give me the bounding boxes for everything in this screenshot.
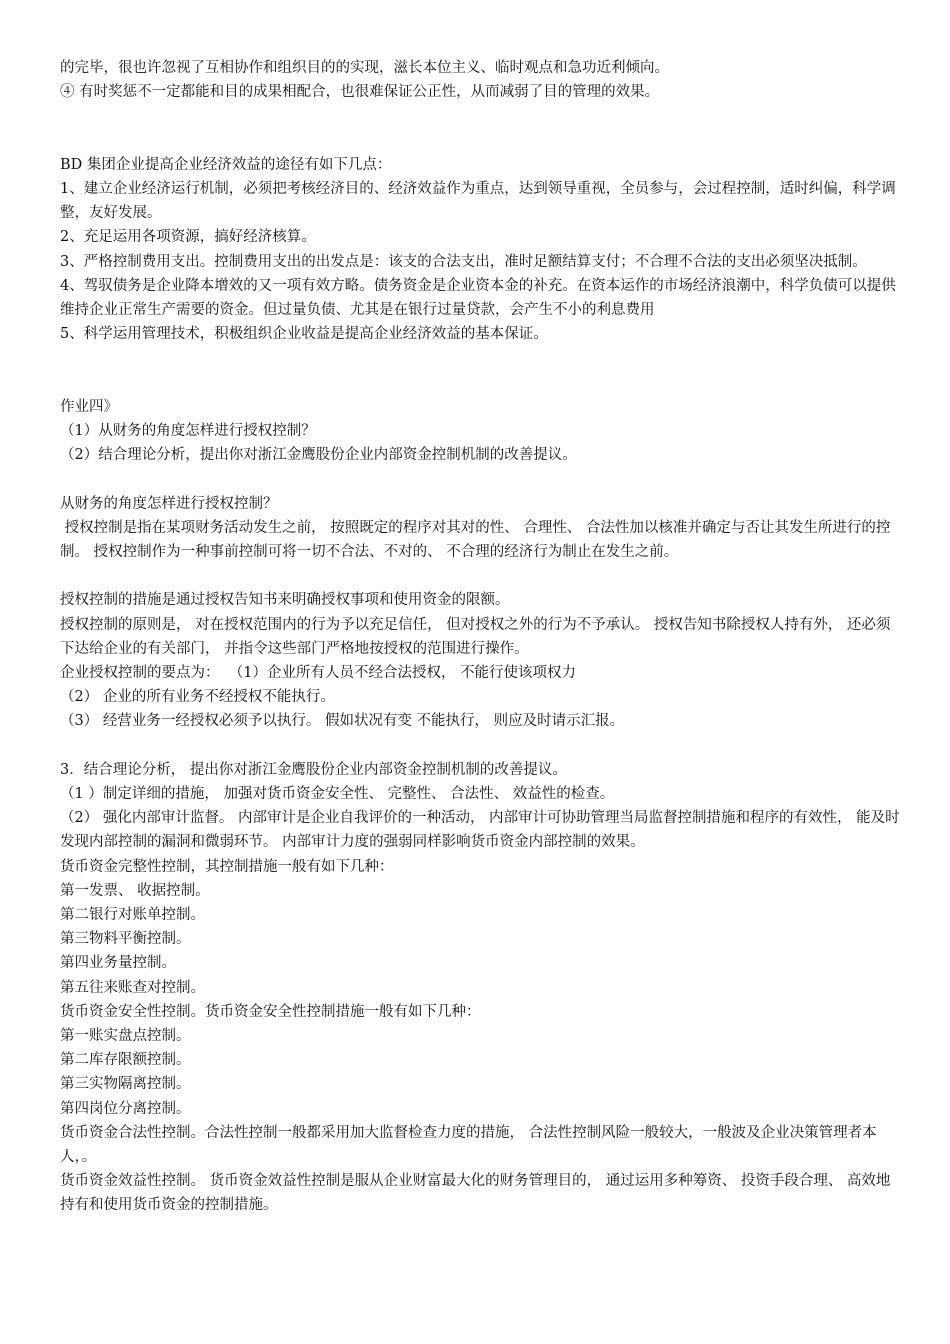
paragraph: 授权控制的原则是， 对在授权范围内的行为予以充足信任， 但对授权之外的行为不予承认。 授权告知书除授权人持有外， 还必须下达给企业的有关部门， 并指令这些部门严格地按授权的范围进行操作。 <box>60 616 891 657</box>
list-item: （3） 经营业务一经授权必须予以执行。 假如状况有变 不能执行， 则应及时请示汇报。 <box>60 713 625 730</box>
section-heading: 从财务的角度怎样进行授权控制？ <box>60 495 278 512</box>
list-item: 第一发票、 收据控制。 <box>60 882 210 899</box>
document-page <box>60 56 900 1218</box>
paragraph: 授权控制是指在某项财务活动发生之前， 按照既定的程序对其对的性、 合理性、 合法性加以核准并确定与否让其发生所进行的控制。 授权控制作为一种事前控制可将一切不合法、不对的、 不合理的经济行为制止在发生之前。 <box>60 519 891 561</box>
paragraph: 货币资金效益性控制。 货币资金效益性控制是服从企业财富最大化的财务管理目的， 通过运用多种筹资、 投资手段合理、 高效地持有和使用货币资金的控制措施。 <box>60 1173 891 1214</box>
section-heading: 3．结合理论分析， 提出你对浙江金鹰股份企业内部资金控制机制的改善提议。 <box>60 761 567 778</box>
list-item: 5、科学运用管理技术，积极组织企业收益是提高企业经济效益的基本保证。 <box>60 326 548 343</box>
spacer <box>60 104 900 152</box>
list-item: 第二银行对账单控制。 <box>60 907 205 924</box>
spacer <box>60 734 900 758</box>
paragraph: 企业授权控制的要点为： （1）企业所有人员不经合法授权， 不能行使该项权力 <box>60 665 577 682</box>
section-heading: BD 集团企业提高企业经济效益的途径有如下几点： <box>60 156 392 173</box>
question-item: （2）结合理论分析，提出你对浙江金鹰股份企业内部资金控制机制的改善提议。 <box>60 447 577 464</box>
list-item: 1、建立企业经济运行机制，必须把考核经济目的、经济效益作为重点，达到领导重视，全员参与，会过程控制，适时纠偏，科学调整，友好发展。 <box>60 181 896 222</box>
list-item: 第三物料平衡控制。 <box>60 931 191 948</box>
list-item: 第四岗位分离控制。 <box>60 1100 191 1117</box>
spacer <box>60 467 900 491</box>
paragraph-line: ④ 有时奖惩不一定都能和目的成果相配合，也很难保证公正性，从而减弱了目的管理的效果。 <box>60 84 660 101</box>
assignment-title: 作业四》 <box>60 398 118 415</box>
list-item: 3、严格控制费用支出。控制费用支出的出发点是：该支的合法支出，准时足额结算支付；不合理不合法的支出必须坚决抵制。 <box>60 253 867 270</box>
question-item: （1）从财务的角度怎样进行授权控制？ <box>60 423 316 440</box>
list-item: 2、充足运用各项资源，搞好经济核算。 <box>60 229 316 246</box>
list-item: 第二库存限额控制。 <box>60 1052 191 1069</box>
paragraph: 货币资金合法性控制。合法性控制一般都采用加大监督检查力度的措施， 合法性控制风险一般较大，一般波及企业决策管理者本人，。 <box>60 1124 877 1166</box>
list-item: （2） 企业的所有业务不经授权不能执行。 <box>60 689 335 706</box>
list-item: （2） 强化内部审计监督。 内部审计是企业自我评价的一种活动， 内部审计可协助管理当局监督控制措施和程序的有效性， 能及时发现内部控制的漏洞和微弱环节。 内部审计力度的强弱同样影响货币资金内部控制的效果。 <box>60 810 900 851</box>
list-item: 第四业务量控制。 <box>60 955 176 972</box>
list-item: 4、驾驭债务是企业降本增效的又一项有效方略。债务资金是企业资本金的补充。在资本运作的市场经济浪潮中，科学负债可以提供维持企业正常生产需要的资金。但过量负债、尤其是在银行过量贷款，会产生不小的利息费用 <box>60 277 896 319</box>
paragraph-line: 的完毕，很也许忽视了互相协作和组织目的的实现，滋长本位主义、临时观点和急功近利倾向。 <box>60 60 669 76</box>
spacer <box>60 564 900 588</box>
list-item: （1 ）制定详细的措施， 加强对货币资金安全性、 完整性、 合法性、 效益性的检查。 <box>60 786 615 803</box>
list-item: 第一账实盘点控制。 <box>60 1028 191 1045</box>
list-item: 第三实物隔离控制。 <box>60 1076 191 1093</box>
list-item: 第五往来账查对控制。 <box>60 979 205 996</box>
paragraph: 授权控制的措施是通过授权告知书来明确授权事项和使用资金的限额。 <box>60 592 510 609</box>
subsection-heading: 货币资金完整性控制，其控制措施一般有如下几种： <box>60 858 394 875</box>
spacer <box>60 346 900 394</box>
subsection-heading: 货币资金安全性控制。货币资金安全性控制措施一般有如下几种： <box>60 1003 481 1020</box>
